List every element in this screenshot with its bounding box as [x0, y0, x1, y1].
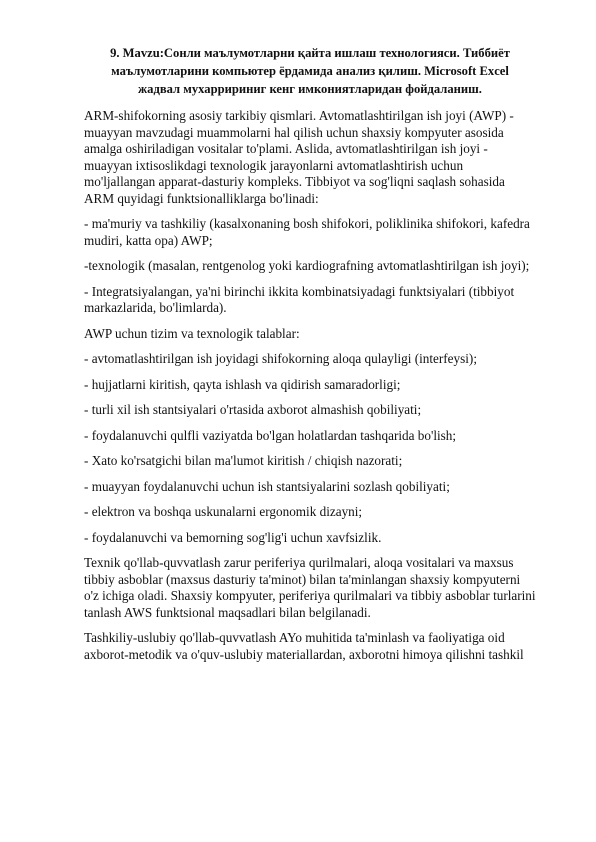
list-item: - muayyan foydalanuvchi uchun ish stantsiyalarini sozlash qobiliyati;	[84, 478, 450, 494]
list-item: - foydalanuvchi qulfli vaziyatda bo'lgan holatlardan tashqarida bo'lish;	[84, 427, 457, 443]
list-item: - avtomatlashtirilgan ish joyidagi shifokorning aloqa qulayligi (interfeysi);	[84, 351, 477, 366]
document-title: 9. Mavzu:Сонли маълумотларни қайта ишлаш технологияси. Тиббиёт маълумотларини компьютер ёрдамида анализ қилиш. Microsoft Excel жадвал мухарририниг кенг имкониятларидан фойдаланиш.	[110, 46, 510, 96]
list-item: - foydalanuvchi va bemorning sog'lig'i uchun xavfsizlik.	[84, 529, 382, 545]
paragraph: AWP uchun tizim va texnologik talablar:	[84, 325, 300, 341]
paragraph: - ma'muriy va tashkiliy (kasalxonaning bosh shifokori, poliklinika shifokori, kafedra mudiri, katta opa) AWP;	[84, 216, 530, 248]
list-item: - elektron va boshqa uskunalarni ergonomik dizayni;	[84, 504, 363, 519]
paragraph: ARM-shifokorning asosiy tarkibiy qismlari. Avtomatlashtirilgan ish joyi (AWP) - muayyan mavzudagi muammolarni hal qilish uchun shaxsiy kompyuter asosida amalga oshiriladigan vositalar to'plami. Aslida, avtomatlashtirilgan ish joyi - muayyan ixtisoslikdagi texnologik jarayonlarni avtomatlashtirish uchun mo'ljallangan apparat-dasturiy kompleks. Tibbiyot va sog'liqni saqlash sohasida ARM quyidagi funktsionalliklarga bo'linadi:	[84, 108, 514, 206]
list-item: - turli xil ish stantsiyalari o'rtasida axborot almashish qobiliyati;	[84, 402, 422, 417]
list-item: - hujjatlarni kiritish, qayta ishlash va qidirish samaradorligi;	[84, 376, 401, 392]
paragraph: - Integratsiyalangan, ya'ni birinchi ikkita kombinatsiyadagi funktsiyalari (tibbiyot markazlarida, bo'limlarda).	[84, 283, 515, 315]
paragraph: -texnologik (masalan, rentgenolog yoki kardiografning avtomatlashtirilgan ish joyi);	[84, 258, 530, 273]
list-item: - Xato ko'rsatgichi bilan ma'lumot kiritish / chiqish nazorati;	[84, 453, 403, 468]
paragraph: Tashkiliy-uslubiy qo'llab-quvvatlash AYo muhitida ta'minlash va faoliyatiga oid axborot-metodik va o'quv-uslubiy materiallardan, axborotni himoya qilishni tashkil	[84, 630, 524, 662]
paragraph: Texnik qo'llab-quvvatlash zarur periferiya qurilmalari, aloqa vositalari va maxsus tibbiy asboblar (maxsus dasturiy ta'minot) bilan ta'minlangan shaxsiy kompyuterni o'z ichiga oladi. Shaxsiy kompyuter, periferiya qurilmalari va tibbiy asboblar turlarini tanlash AWS funktsional maqsadlari bilan belgilanadi.	[84, 555, 536, 620]
